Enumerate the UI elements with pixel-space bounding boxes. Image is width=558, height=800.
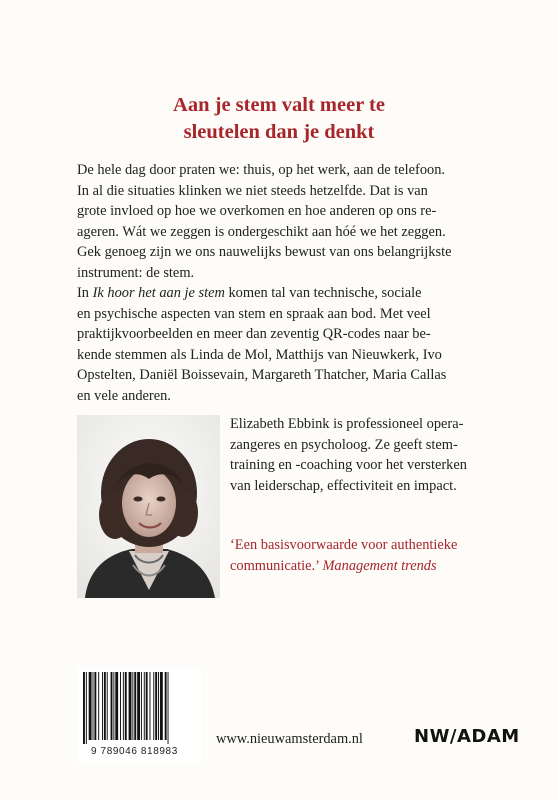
- blurb-line: Opstelten, Daniël Boissevain, Margareth Thatcher, Maria Callas: [77, 367, 447, 383]
- barcode-bar: [125, 672, 127, 740]
- barcode-bar: [98, 672, 99, 740]
- author-portrait-image: [77, 415, 220, 598]
- barcode-bar: [168, 672, 169, 744]
- blurb-line: Gek genoeg zijn we ons nauwelijks bewust van ons belangrijkste: [77, 244, 452, 260]
- bio-line: training en -coaching voor het versterken: [230, 457, 467, 473]
- barcode-bar: [158, 672, 159, 740]
- quote-line: ‘Een basisvoorwaarde voor authentieke: [230, 537, 458, 553]
- blurb-line: grote invloed op hoe we overkomen en hoe anderen op ons re-: [77, 203, 437, 219]
- barcode-bar: [111, 672, 113, 740]
- barcode-bar: [134, 672, 136, 740]
- blurb-line: en vele anderen.: [77, 387, 171, 404]
- barcode-bar: [104, 672, 106, 740]
- barcode-bar: [150, 672, 151, 740]
- quote-text: communicatie.’: [230, 557, 323, 574]
- barcode-bar: [120, 672, 121, 740]
- bio-line: zangeres en psycholoog. Ze geeft stem-: [230, 436, 458, 453]
- book-title: Ik hoor het aan je stem: [92, 285, 225, 301]
- review-quote: [230, 535, 510, 576]
- barcode-bar: [146, 672, 148, 740]
- blurb-suffix: komen tal van technische, sociale: [224, 285, 422, 301]
- back-cover-headline: [0, 92, 558, 146]
- publisher-logo: NW/ADAM: [414, 726, 520, 747]
- headline-line-2: sleutelen dan je denkt: [183, 121, 375, 143]
- barcode-bar: [132, 672, 133, 740]
- blurb-line: ageren. Wát we zeggen is ondergeschikt aan hóé we het zeggen.: [77, 223, 446, 240]
- blurb-line: instrument: de stem.: [77, 264, 195, 281]
- blurb-text: [77, 160, 487, 406]
- blurb-line: [77, 283, 487, 304]
- barcode-bar: [165, 672, 167, 740]
- barcode-bar: [83, 672, 85, 744]
- blurb-line: kende stemmen als Linda de Mol, Matthijs van Nieuwkerk, Ivo: [77, 346, 442, 363]
- isbn-digits: 9 789046 818983: [91, 746, 178, 757]
- isbn-barcode: [77, 667, 201, 763]
- barcode-bar: [89, 672, 92, 740]
- barcode-bar: [141, 672, 142, 740]
- headline-line-1: Aan je stem valt meer te: [173, 94, 385, 116]
- barcode-bar: [129, 672, 132, 740]
- bio-line: van leiderschap, effectiviteit en impact.: [230, 477, 457, 494]
- author-bio: [230, 414, 500, 496]
- publisher-website: www.nieuwamsterdam.nl: [216, 731, 363, 747]
- blurb-line: In al die situaties klinken we niet steeds hetzelfde. Dat is van: [77, 182, 428, 199]
- barcode-bars: [83, 672, 195, 744]
- barcode-bar: [86, 672, 87, 744]
- barcode-bar: [107, 672, 108, 740]
- barcode-bar: [113, 672, 114, 740]
- barcode-bar: [115, 672, 118, 740]
- barcode-bar: [144, 672, 145, 740]
- barcode-bar: [137, 672, 140, 740]
- blurb-prefix: In: [77, 285, 93, 301]
- barcode-bar: [153, 672, 154, 740]
- barcode-bar: [93, 672, 94, 740]
- blurb-line: praktijkvoorbeelden en meer dan zeventig QR-codes naar be-: [77, 326, 431, 342]
- bio-line: Elizabeth Ebbink is professioneel opera-: [230, 416, 464, 432]
- quote-source: Management trends: [322, 557, 437, 574]
- barcode-bar: [123, 672, 124, 740]
- barcode-bar: [155, 672, 157, 740]
- barcode-bar: [102, 672, 103, 740]
- blurb-line: De hele dag door praten we: thuis, op het werk, aan de telefoon.: [77, 162, 446, 178]
- barcode-bar: [160, 672, 163, 740]
- author-photo: [77, 415, 220, 598]
- barcode-bar: [94, 672, 96, 740]
- blurb-line: en psychische aspecten van stem en spraak aan bod. Met veel: [77, 305, 431, 322]
- quote-line: [230, 556, 510, 577]
